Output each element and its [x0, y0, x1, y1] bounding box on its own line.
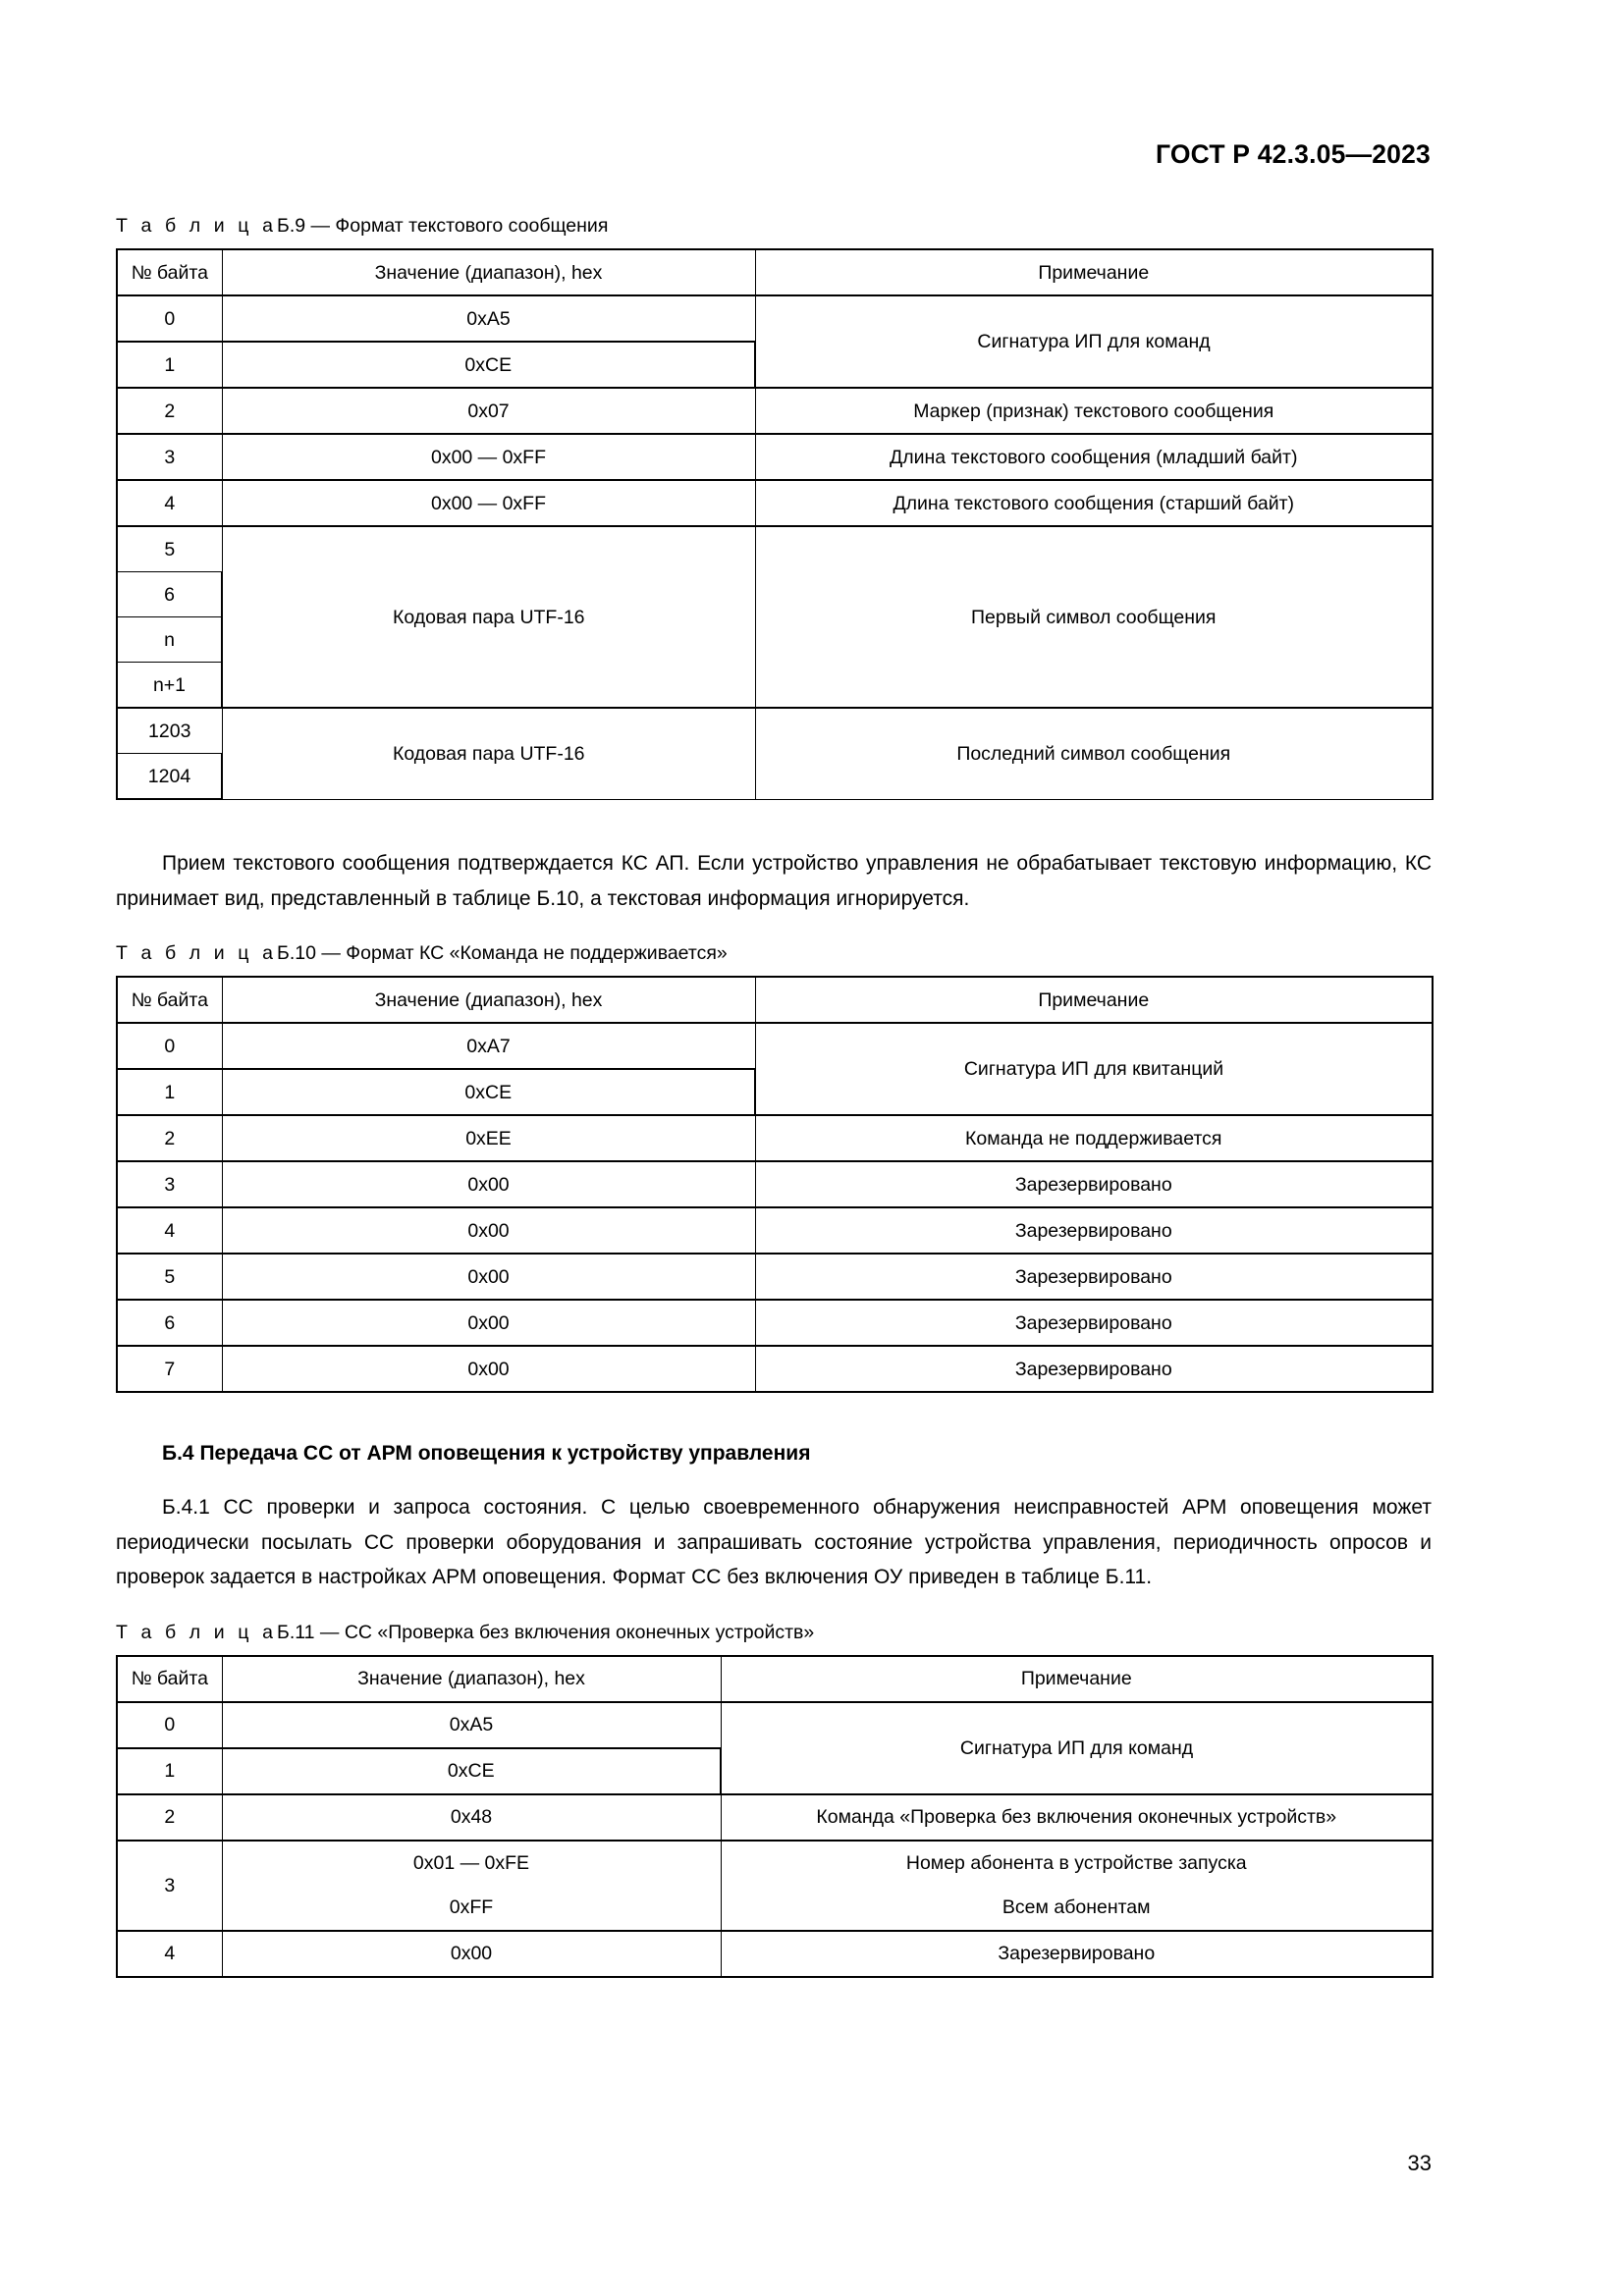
- table-b9: [116, 248, 1434, 800]
- cell-byte-no: 2: [117, 388, 222, 434]
- table-header-row: [117, 977, 1433, 1023]
- cell-value-hex: Кодовая пара UTF-16: [222, 526, 755, 708]
- table-row: [117, 526, 1433, 572]
- cell-value-hex: 0x00 — 0xFF: [222, 480, 755, 526]
- page-content: [116, 214, 1432, 1978]
- cell-byte-no: 0: [117, 1702, 222, 1748]
- cell-byte-no: 3: [117, 1841, 222, 1931]
- cell-note: Зарезервировано: [755, 1346, 1433, 1392]
- cell-byte-no: 1: [117, 1069, 222, 1115]
- cell-note-subscriber: Номер абонента в устройстве запуска: [905, 1851, 1247, 1874]
- table-row: [117, 1702, 1433, 1748]
- cell-value-hex: 0x00: [222, 1254, 755, 1300]
- cell-byte-no: 5: [117, 526, 222, 572]
- table-row: [117, 1346, 1433, 1392]
- cell-value-hex: 0xA5: [222, 1702, 721, 1748]
- cell-value-hex: 0x00 — 0xFF: [222, 434, 755, 480]
- table-header-row: [117, 249, 1433, 295]
- table-row: [117, 1300, 1433, 1346]
- caption-text-table-b10: Б.10 — Формат КС «Команда не поддерживается»: [277, 942, 728, 964]
- cell-note: Сигнатура ИП для квитанций: [755, 1023, 1433, 1115]
- table-b11: [116, 1655, 1434, 1978]
- cell-note: Последний символ сообщения: [755, 708, 1433, 799]
- cell-byte-no: n: [117, 617, 222, 663]
- table-header-row: [117, 1656, 1433, 1702]
- cell-byte-no: 3: [117, 434, 222, 480]
- page-number: 33: [1407, 2151, 1432, 2175]
- table-row: [117, 1254, 1433, 1300]
- cell-note: Длина текстового сообщения (старший байт): [755, 480, 1433, 526]
- cell-value-hex: 0xA5: [222, 295, 755, 342]
- cell-value-hex: 0x48: [222, 1794, 721, 1841]
- cell-byte-no: 2: [117, 1115, 222, 1161]
- paragraph-b4-1: Б.4.1 СС проверки и запроса состояния. С целью своевременного обнаружения неисправностей АРМ оповещения может периодически посылать СС проверки оборудования и запрашивать состояние устройства управления, периодичность опросов и проверок задается в настройках АРМ оповещения. Формат СС без включения ОУ приведен в таблице Б.11.: [116, 1496, 1432, 1588]
- column-header-byte-no: № байта: [117, 249, 222, 295]
- cell-value-hex: 0x00: [222, 1207, 755, 1254]
- table-row: [117, 1161, 1433, 1207]
- cell-note: Зарезервировано: [755, 1161, 1433, 1207]
- cell-byte-no: 1: [117, 342, 222, 388]
- paragraph-after-table-b9: Прием текстового сообщения подтверждается КС АП. Если устройство управления не обрабатывает текстовую информацию, КС принимает вид, представленный в таблице Б.10, а текстовая информация игнорируется.: [116, 852, 1432, 910]
- cell-value-hex: 0x00: [222, 1161, 755, 1207]
- column-header-note: Примечание: [721, 1656, 1433, 1702]
- document-header-standard-number: ГОСТ Р 42.3.05—2023: [1155, 139, 1431, 169]
- cell-value-hex: 0x07: [222, 388, 755, 434]
- cell-byte-no: 3: [117, 1161, 222, 1207]
- cell-value-hex: 0x00: [222, 1300, 755, 1346]
- cell-value-hex-broadcast: 0xFF: [449, 1896, 494, 1918]
- table-row: [117, 708, 1433, 754]
- cell-value-hex: 0xA7: [222, 1023, 755, 1069]
- cell-byte-no: 2: [117, 1794, 222, 1841]
- cell-note: Маркер (признак) текстового сообщения: [755, 388, 1433, 434]
- cell-value-hex: 0xCE: [222, 342, 755, 388]
- cell-value-hex: 0x00: [222, 1346, 755, 1392]
- cell-note: Первый символ сообщения: [755, 526, 1433, 708]
- cell-value-hex: Кодовая пара UTF-16: [222, 708, 755, 799]
- cell-byte-no: 6: [117, 572, 222, 617]
- cell-byte-no: 4: [117, 1207, 222, 1254]
- table-row: [117, 1115, 1433, 1161]
- cell-byte-no: 0: [117, 295, 222, 342]
- table-row: [117, 1207, 1433, 1254]
- cell-note-stacked: [721, 1841, 1433, 1931]
- cell-byte-no: 4: [117, 1931, 222, 1977]
- cell-byte-no: 4: [117, 480, 222, 526]
- table-row: [117, 1931, 1433, 1977]
- cell-note-all-subscribers: Всем абонентам: [1001, 1896, 1151, 1918]
- column-header-value-hex: Значение (диапазон), hex: [222, 1656, 721, 1702]
- caption-table-b11: [116, 1621, 1432, 1644]
- caption-table-b10: [116, 941, 1432, 965]
- column-header-value-hex: Значение (диапазон), hex: [222, 977, 755, 1023]
- cell-note: Зарезервировано: [721, 1931, 1433, 1977]
- table-row: [117, 295, 1433, 342]
- cell-note: Зарезервировано: [755, 1254, 1433, 1300]
- cell-note: Длина текстового сообщения (младший байт): [755, 434, 1433, 480]
- cell-value-hex-stacked: [222, 1841, 721, 1931]
- cell-byte-no: 7: [117, 1346, 222, 1392]
- cell-note: Зарезервировано: [755, 1300, 1433, 1346]
- cell-note: Сигнатура ИП для команд: [721, 1702, 1433, 1794]
- cell-value-hex: 0xCE: [222, 1748, 721, 1794]
- cell-byte-no: 5: [117, 1254, 222, 1300]
- cell-value-hex: 0xCE: [222, 1069, 755, 1115]
- cell-value-hex: 0x00: [222, 1931, 721, 1977]
- table-row: [117, 434, 1433, 480]
- caption-table-b9: [116, 214, 1432, 238]
- cell-byte-no: 6: [117, 1300, 222, 1346]
- caption-text-table-b9: Б.9 — Формат текстового сообщения: [277, 215, 609, 237]
- cell-byte-no: 0: [117, 1023, 222, 1069]
- caption-word-table: Т а б л и ц а: [116, 942, 278, 964]
- table-row: [117, 1794, 1433, 1841]
- cell-value-hex-range: 0x01 — 0xFE: [412, 1851, 530, 1874]
- cell-note: Сигнатура ИП для команд: [755, 295, 1433, 388]
- cell-byte-no: n+1: [117, 663, 222, 709]
- column-header-note: Примечание: [755, 249, 1433, 295]
- cell-note: Зарезервировано: [755, 1207, 1433, 1254]
- cell-value-hex: 0xEE: [222, 1115, 755, 1161]
- table-row: [117, 1841, 1433, 1931]
- cell-byte-no: 1203: [117, 708, 222, 754]
- cell-note: Команда «Проверка без включения оконечных устройств»: [721, 1794, 1433, 1841]
- table-row: [117, 1023, 1433, 1069]
- column-header-value-hex: Значение (диапазон), hex: [222, 249, 755, 295]
- table-b10: [116, 976, 1434, 1393]
- caption-text-table-b11: Б.11 — СС «Проверка без включения оконечных устройств»: [277, 1621, 815, 1643]
- section-heading-b4: Б.4 Передача СС от АРМ оповещения к устройству управления: [162, 1442, 811, 1465]
- column-header-byte-no: № байта: [117, 977, 222, 1023]
- table-row: [117, 388, 1433, 434]
- table-row: [117, 480, 1433, 526]
- column-header-byte-no: № байта: [117, 1656, 222, 1702]
- caption-word-table: Т а б л и ц а: [116, 215, 278, 237]
- cell-note: Команда не поддерживается: [755, 1115, 1433, 1161]
- caption-word-table: Т а б л и ц а: [116, 1621, 278, 1643]
- column-header-note: Примечание: [755, 977, 1433, 1023]
- cell-byte-no: 1204: [117, 754, 222, 800]
- cell-byte-no: 1: [117, 1748, 222, 1794]
